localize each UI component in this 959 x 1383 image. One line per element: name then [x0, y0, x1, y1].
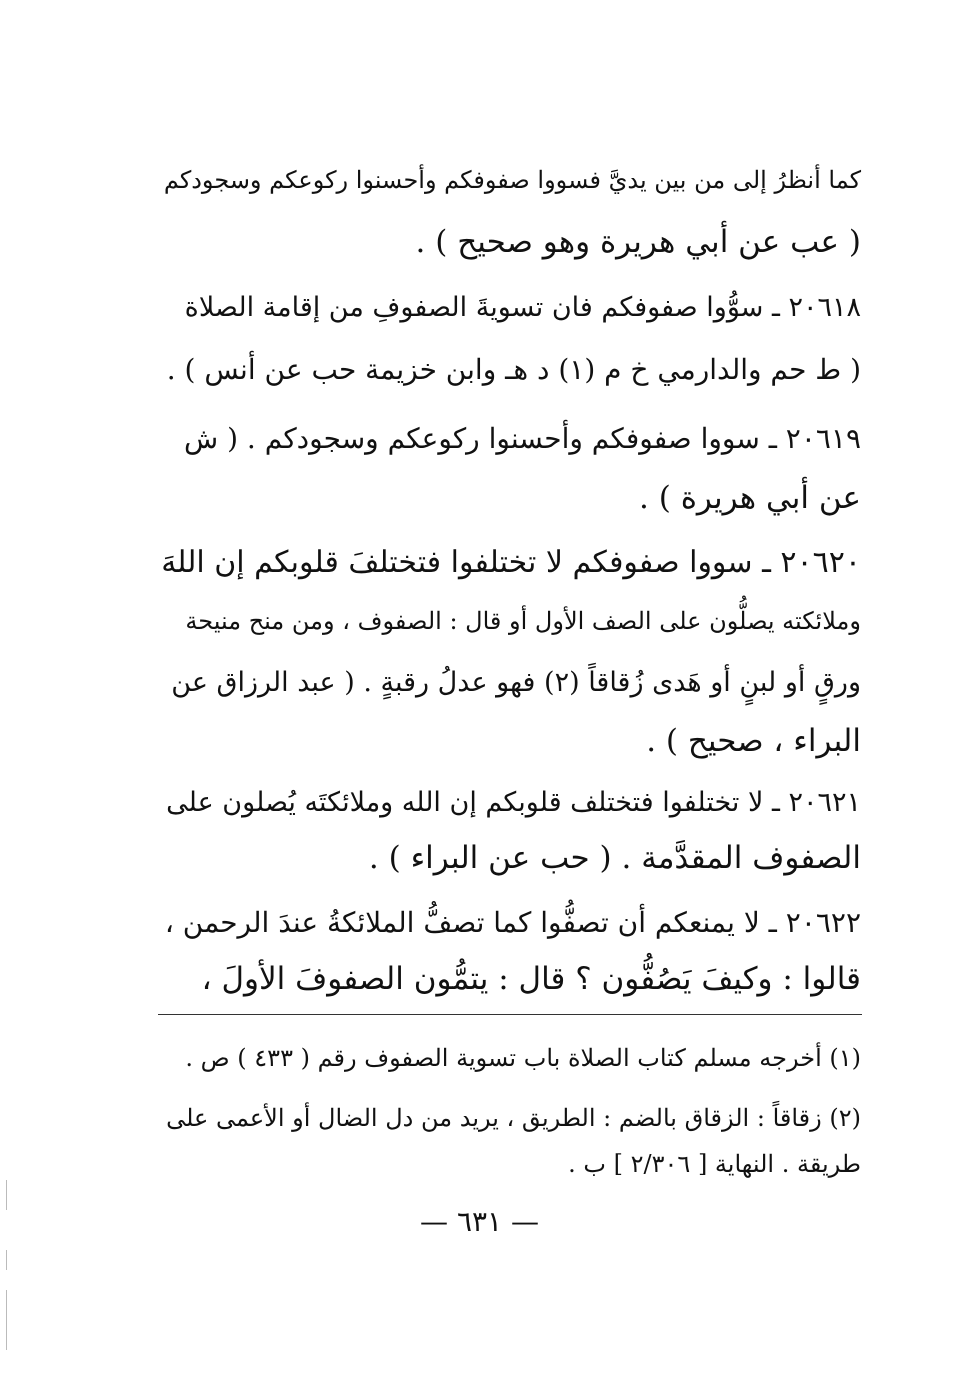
- text-line: الصفوف المقدَّمة . ( حب عن البراء ) .: [368, 840, 861, 876]
- hadith-20619: ٢٠٦١٩ ـ سووا صفوفكم وأحسنوا ركوعكم وسجودكم . ( ش: [184, 422, 861, 455]
- footnote-2: (٢) زقاقاً : الزقاق بالضم : الطريق ، يريد من دل الضال أو الأعمى على: [166, 1104, 861, 1132]
- text-line: قالوا : وكيفَ يَصُفُّون ؟ قال : يتمُّون الصفوفَ الأولَ ،: [201, 961, 861, 997]
- scan-edge-mark: [6, 1250, 7, 1270]
- scan-edge-mark: [6, 1290, 7, 1350]
- hadith-20620: ٢٠٦٢٠ ـ سووا صفوفكم لا تختلفوا فتختلفَ قلوبكم إن اللهَ: [161, 545, 861, 580]
- text-line: وملائكته يصلُّون على الصف الأول أو قال : الصفوف ، ومن منح منيحة: [185, 607, 861, 635]
- text-line: ورقٍ أو لبنٍ أو هَدى زُقاقاً (٢) فهو عدلُ رقبةٍ . ( عبد الرزاق عن: [171, 667, 861, 698]
- scan-edge-mark: [6, 1180, 7, 1210]
- page-number: — ٦٣١ —: [420, 1205, 539, 1238]
- hadith-20618: ٢٠٦١٨ ـ سوُّوا صفوفكم فان تسويةَ الصفوفِ من إقامة الصلاة: [184, 292, 861, 323]
- footnote-2-continued: طريقة . النهاية [ ٢/٣٠٦ ] ب .: [568, 1150, 861, 1178]
- footnote-1: (١) أخرجه مسلم كتاب الصلاة باب تسوية الصفوف رقم ( ٤٣٣ ) ص .: [185, 1044, 861, 1072]
- hadith-20622: ٢٠٦٢٢ ـ لا يمنعكم أن تصفُّوا كما تصفُّ الملائكةُ عندَ الرحمن ،: [164, 906, 861, 939]
- text-line: عن أبي هريرة ) .: [639, 480, 861, 516]
- footnote-divider: [158, 1014, 862, 1015]
- text-line: كما أنظرُ إلى من بين يديَّ فسووا صفوفكم وأحسنوا ركوعكم وسجودكم: [163, 166, 861, 194]
- text-line: البراء ، صحيح ) .: [646, 723, 861, 759]
- text-line: ( عب عن أبي هريرة وهو صحيح ) .: [415, 224, 861, 260]
- text-line: ( ط حم والدارمي خ م (١) د هـ وابن خزيمة حب عن أنس ) .: [166, 353, 861, 386]
- hadith-20621: ٢٠٦٢١ ـ لا تختلفوا فتختلف قلوبكم إن الله وملائكتَه يُصلون على: [166, 787, 861, 818]
